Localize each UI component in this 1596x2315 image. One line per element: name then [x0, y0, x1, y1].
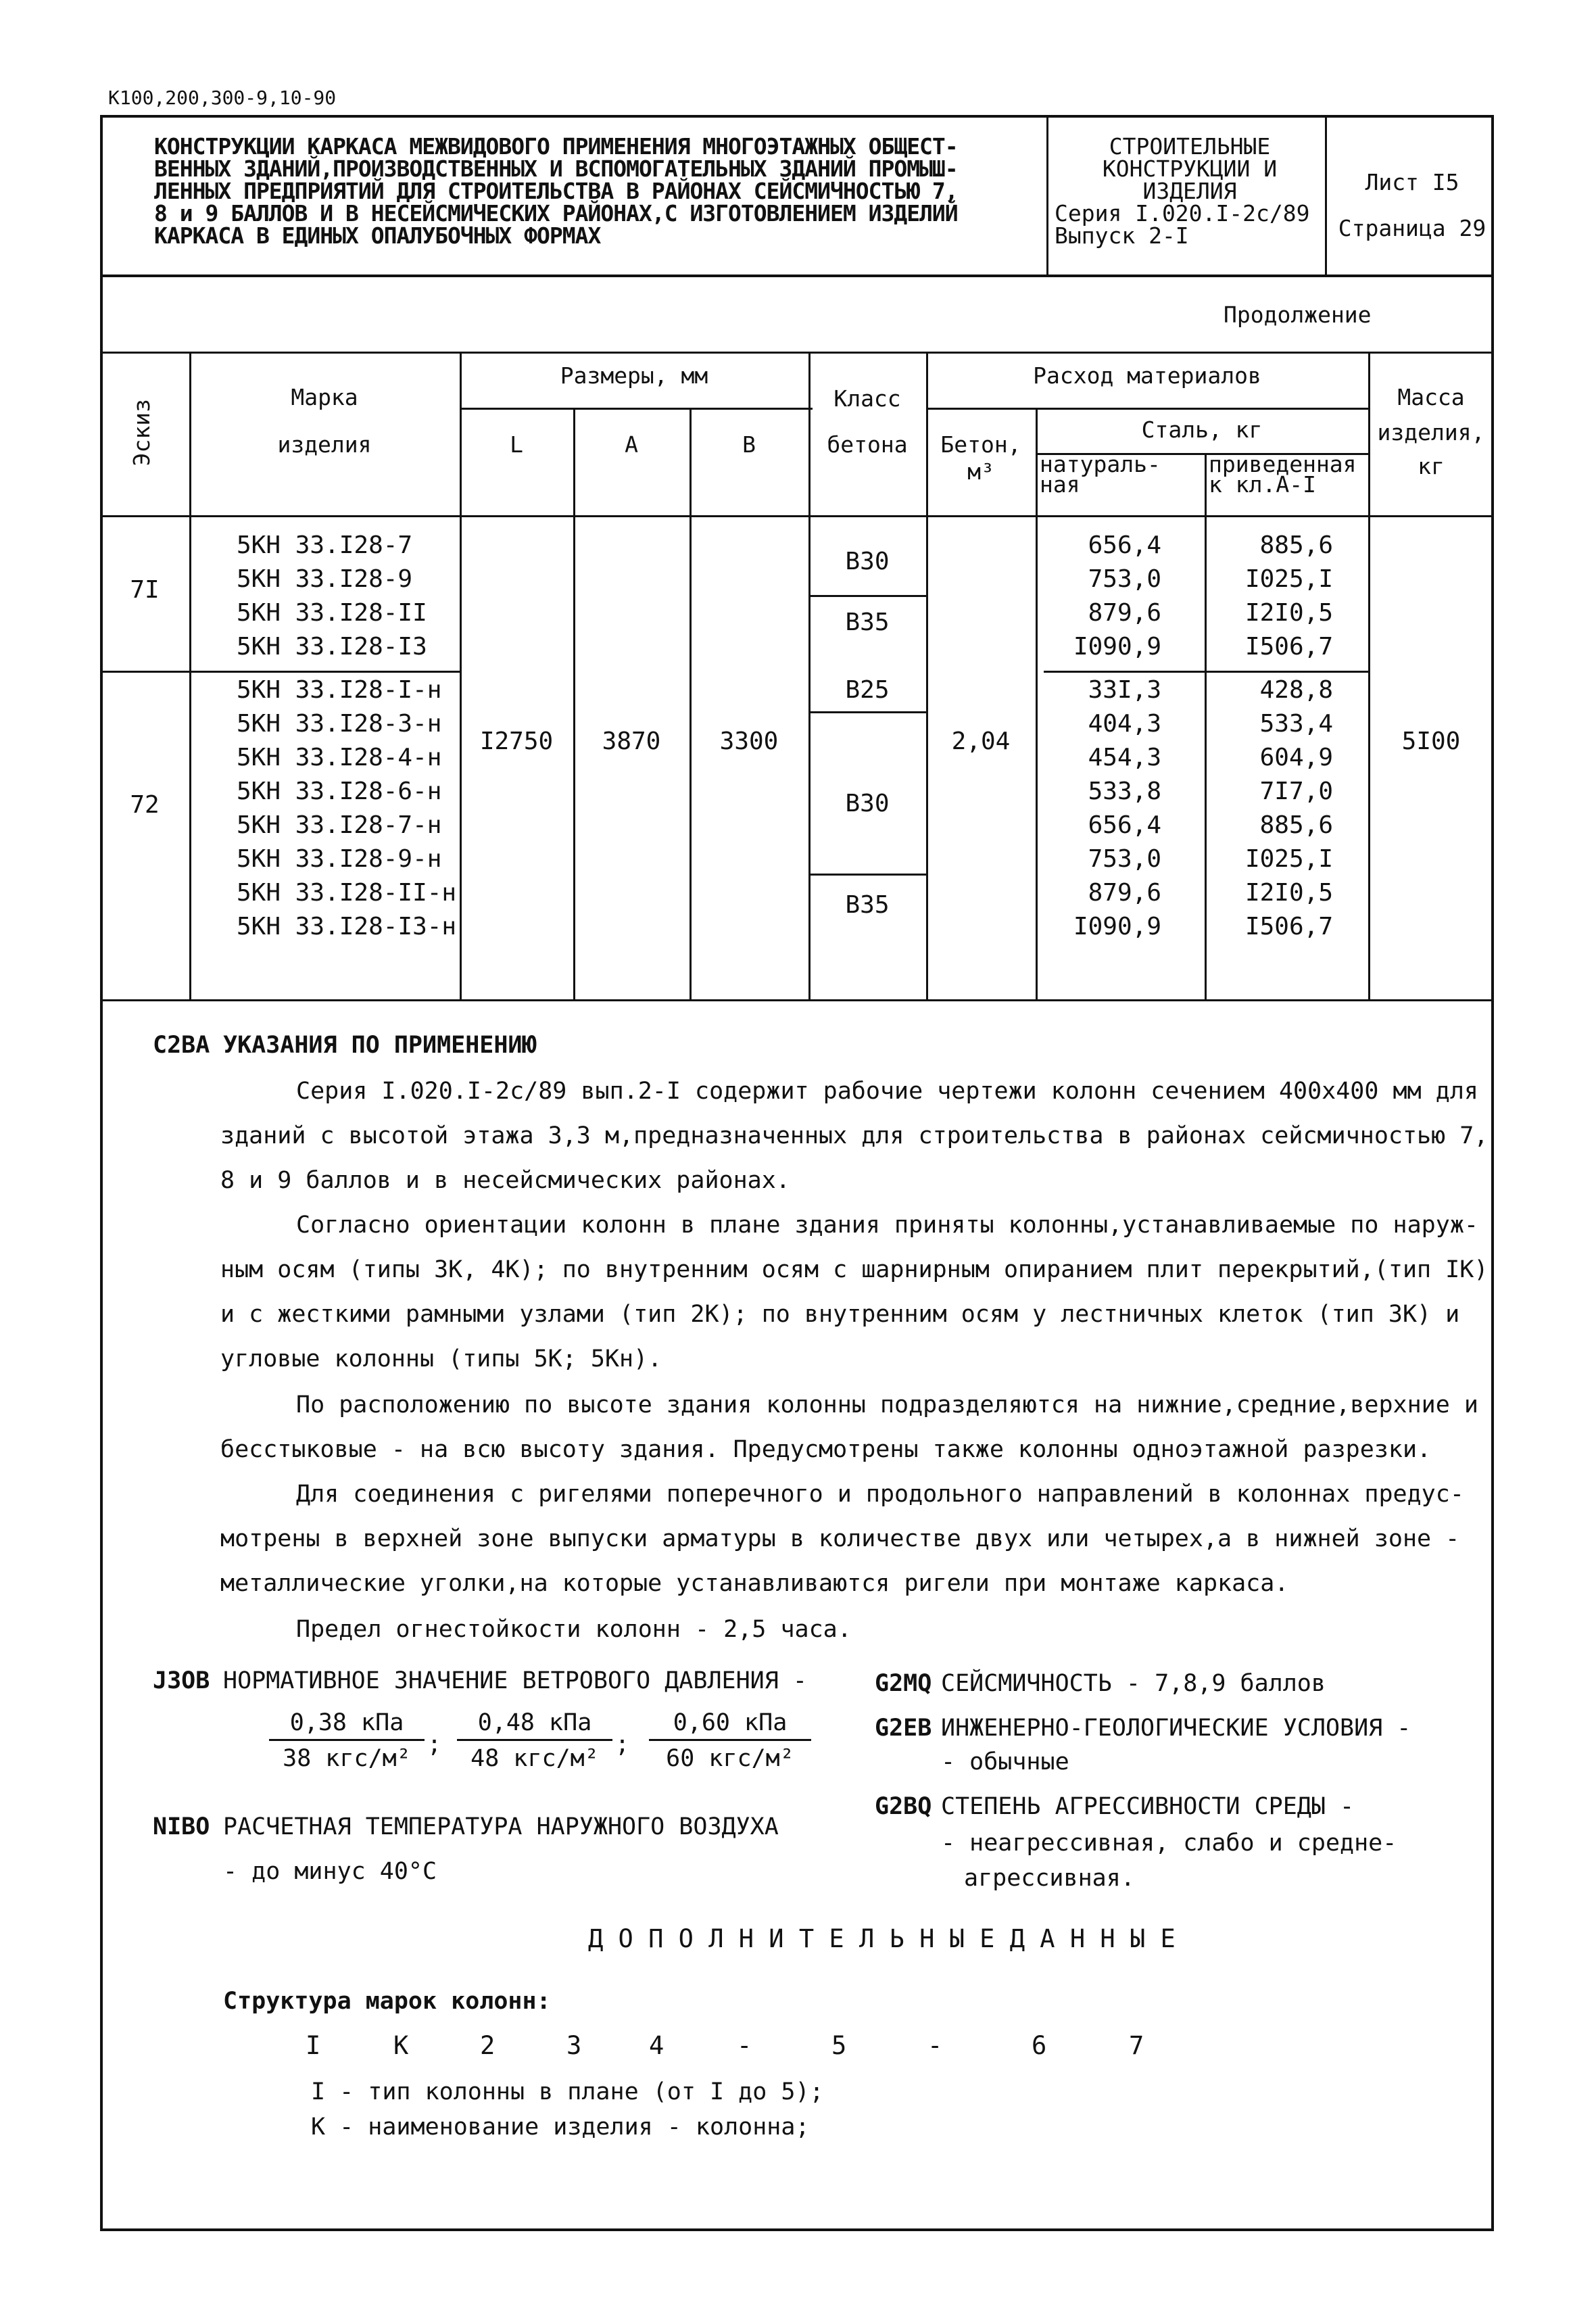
paragraph-line: бесстыковые - на всю высоту здания. Предусмотрены также колонны одноэтажной разрезки. [220, 1436, 1432, 1463]
wind-value-kpa: 0,48 кПа [457, 1709, 612, 1741]
paragraph-line: Предел огнестойкости колонн - 2,5 часа. [296, 1616, 852, 1643]
column-divider [573, 408, 575, 999]
paragraph-line: угловые колонны (типы 5К; 5Кн). [220, 1345, 662, 1373]
series-caption-line: СТРОИТЕЛЬНЫЕ [1109, 133, 1271, 160]
steel-natural-value: 33I,3 [1088, 676, 1161, 704]
geology-code: G2ЕВ [875, 1715, 932, 1742]
structure-part: 3 [566, 2031, 582, 2060]
aggression-label: СТЕПЕНЬ АГРЕССИВНОСТИ СРЕДЫ - [941, 1793, 1355, 1820]
concrete-volume-value: 2,04 [951, 727, 1011, 755]
structure-note: I - тип колонны в плане (от I до 5); [311, 2078, 824, 2105]
title-line: КАРКАСА В ЕДИНЫХ ОПАЛУБОЧНЫХ ФОРМАХ [154, 222, 601, 249]
title-block-bottom-border [100, 275, 1494, 277]
sketch-number: 7I [130, 576, 160, 604]
header-sketch: Эскиз [128, 399, 155, 467]
header-concrete-class: бетона [827, 431, 908, 458]
class-divider [808, 874, 927, 876]
dimension-a-value: 3870 [602, 727, 661, 755]
header-mark: Марка [291, 384, 358, 410]
wind-value-kgs: 48 кгс/м² [470, 1745, 599, 1772]
header-concrete-class: Класс [833, 385, 901, 412]
wind-label: НОРМАТИВНОЕ ЗНАЧЕНИЕ ВЕТРОВОГО ДАВЛЕНИЯ - [223, 1667, 807, 1694]
paragraph-line: Для соединения с ригелями поперечного и продольного направлений в колоннах предус- [296, 1481, 1464, 1508]
steel-natural-value: 879,6 [1088, 599, 1161, 627]
aggression-value: - неагрессивная, слабо и средне- [941, 1830, 1397, 1857]
structure-part: К [393, 2031, 409, 2060]
wind-value [269, 1709, 425, 1772]
structure-part: 6 [1032, 2031, 1047, 2060]
temperature-value: - до минус 40°С [223, 1858, 437, 1885]
structure-part: 7 [1129, 2031, 1144, 2060]
structure-part: I [306, 2031, 321, 2060]
wind-value-kgs: 60 кгс/м² [666, 1745, 794, 1772]
continuation-label: Продолжение [1224, 302, 1372, 328]
structure-part: - [927, 2031, 943, 2060]
header-materials: Расход материалов [1033, 362, 1261, 389]
instructions-heading: УКАЗАНИЯ ПО ПРИМЕНЕНИЮ [223, 1032, 537, 1059]
wind-value-kpa: 0,60 кПа [649, 1709, 811, 1741]
product-mark: 5КН 33.I28-II [237, 599, 427, 627]
steel-natural-value: 533,8 [1088, 778, 1161, 805]
title-block-divider [1046, 115, 1048, 276]
structure-part: 5 [831, 2031, 847, 2060]
header-B: B [742, 431, 756, 458]
product-mark: 5КН 33.I28-4-н [237, 744, 442, 771]
product-mark: 5КН 33.I28-I3-н [237, 913, 457, 940]
additional-data-heading: Д О П О Л Н И Т Е Л Ь Н Ы Е Д А Н Н Ы Е [588, 1924, 1176, 1953]
class-divider [808, 595, 927, 597]
sketch-number: 72 [130, 791, 160, 819]
steel-natural-value: 879,6 [1088, 879, 1161, 907]
wind-value-kgs: 38 кгс/м² [283, 1745, 411, 1772]
steel-reduced-value: 885,6 [1259, 531, 1333, 559]
product-mark: 5КН 33.I28-6-н [237, 778, 442, 805]
product-mark: 5КН 33.I28-9-н [237, 845, 442, 873]
class-divider [808, 711, 927, 713]
table-border [100, 999, 1494, 1001]
paragraph-line: Серия I.020.I-2с/89 вып.2-I содержит рабочие чертежи колонн сечением 400х400 мм для [296, 1078, 1478, 1105]
header-divider [926, 408, 1370, 410]
steel-natural-value: 753,0 [1088, 845, 1161, 873]
steel-reduced-value: 885,6 [1259, 811, 1333, 839]
header-steel-reduced [1209, 451, 1357, 498]
paragraph-line: ным осям (типы 3К, 4К); по внутренним осям с шарнирным опиранием плит перекрытий,(тип IК) [220, 1256, 1489, 1283]
length-value: I2750 [479, 727, 554, 755]
steel-reduced-value: 604,9 [1259, 744, 1333, 771]
header-text: приведенная [1209, 451, 1357, 477]
paragraph-line: мотрены в верхней зоне выпуски арматуры в количестве двух или четырех,а в нижней зоне - [220, 1525, 1460, 1552]
steel-reduced-value: I506,7 [1244, 913, 1333, 940]
concrete-class: В30 [845, 790, 890, 817]
steel-natural-value: 656,4 [1088, 531, 1161, 559]
steel-reduced-value: I2I0,5 [1244, 879, 1333, 907]
steel-reduced-value: I025,I [1244, 845, 1333, 873]
steel-natural-value: I090,9 [1073, 633, 1161, 661]
product-mark: 5КН 33.I28-7-н [237, 811, 442, 839]
steel-natural-value: I090,9 [1073, 913, 1161, 940]
paragraph-line: 8 и 9 баллов и в несейсмических районах. [220, 1167, 790, 1194]
geology-value: - обычные [941, 1748, 1069, 1775]
concrete-class: В25 [845, 676, 890, 704]
header-steel-natural [1040, 451, 1161, 498]
steel-reduced-value: 7I7,0 [1259, 778, 1333, 805]
header-mark: изделия [277, 431, 372, 458]
table-border [100, 515, 1494, 517]
header-L: L [510, 431, 523, 458]
paragraph-line: и с жесткими рамными узлами (тип 2К); по внутренним осям у лестничных клеток (тип 3К) и [220, 1301, 1460, 1328]
seismic-label: СЕЙСМИЧНОСТЬ - 7,8,9 баллов [941, 1670, 1326, 1697]
product-mark: 5КН 33.I28-I3 [237, 633, 427, 661]
steel-natural-value: 656,4 [1088, 811, 1161, 839]
product-mark: 5КН 33.I28-I-н [237, 676, 442, 704]
paragraph-line: По расположению по высоте здания колонны подразделяются на нижние,средние,верхние и [296, 1391, 1478, 1418]
structure-part: 4 [649, 2031, 664, 2060]
document-code: К100,200,300-9,10-90 [108, 87, 337, 109]
header-mass: Масса [1397, 384, 1465, 410]
wind-value [649, 1709, 811, 1772]
title-block-divider [1325, 115, 1327, 276]
steel-reduced-value: 533,4 [1259, 710, 1333, 738]
steel-natural-value: 454,3 [1088, 744, 1161, 771]
concrete-class: В30 [845, 548, 890, 575]
header-concrete-unit: м³ [967, 458, 994, 485]
header-sizes: Размеры, мм [560, 362, 708, 389]
title-line: 8 и 9 БАЛЛОВ И В НЕСЕЙСМИЧЕСКИХ РАЙОНАХ,С ИЗГОТОВЛЕНИЕМ ИЗДЕЛИЙ [154, 200, 958, 226]
structure-part: 2 [480, 2031, 495, 2060]
dimension-b-value: 3300 [719, 727, 779, 755]
instructions-code: С2ВА [153, 1032, 210, 1059]
header-text: к кл.А-I [1209, 471, 1316, 498]
series-caption-line: ИЗДЕЛИЯ [1142, 178, 1237, 204]
wind-code: J3ОВ [153, 1667, 210, 1694]
header-mass-unit: кг [1418, 453, 1445, 479]
page-number: Страница 29 [1338, 215, 1486, 241]
sheet-number: Лист I5 [1365, 169, 1459, 195]
document-title [154, 135, 1033, 247]
steel-natural-value: 404,3 [1088, 710, 1161, 738]
paragraph-line: зданий с высотой этажа 3,3 м,предназначенных для строительства в районах сейсмичностью 7, [220, 1122, 1489, 1149]
title-line: КОНСТРУКЦИИ КАРКАСА МЕЖВИДОВОГО ПРИМЕНЕНИЯ МНОГОЭТАЖНЫХ ОБЩЕСТ- [154, 133, 958, 160]
separator: ; [427, 1731, 442, 1758]
geology-label: ИНЖЕНЕРНО-ГЕОЛОГИЧЕСКИЕ УСЛОВИЯ - [941, 1715, 1411, 1742]
series-block [1055, 135, 1325, 247]
separator: ; [615, 1731, 630, 1758]
wind-value-kpa: 0,38 кПа [269, 1709, 425, 1741]
column-divider [690, 408, 692, 999]
header-concrete-volume: Бетон, [940, 431, 1021, 458]
paragraph-line: металлические уголки,на которые устанавливаются ригели при монтаже каркаса. [220, 1570, 1289, 1597]
table-border [100, 352, 1494, 354]
product-mark: 5КН 33.I28-3-н [237, 710, 442, 738]
issue-number: Выпуск 2-I [1055, 222, 1189, 249]
structure-label: Структура марок колонн: [223, 1988, 551, 2015]
product-mark: 5КН 33.I28-9 [237, 565, 413, 593]
steel-reduced-value: I025,I [1244, 565, 1333, 593]
group-divider [100, 671, 460, 673]
seismic-code: G2MQ [875, 1670, 932, 1697]
header-divider [460, 408, 813, 410]
structure-part: - [737, 2031, 752, 2060]
concrete-class: В35 [845, 608, 890, 636]
temperature-code: NIВО [153, 1813, 210, 1840]
series-caption-line: КОНСТРУКЦИИ И [1102, 156, 1278, 182]
wind-value [457, 1709, 612, 1772]
title-line: ЛЕННЫХ ПРЕДПРИЯТИЙ ДЛЯ СТРОИТЕЛЬСТВА В РАЙОНАХ СЕЙСМИЧНОСТЬЮ 7, [154, 178, 958, 204]
sheet-block [1330, 160, 1494, 252]
mass-value: 5I00 [1401, 727, 1461, 755]
product-mark: 5КН 33.I28-7 [237, 531, 413, 559]
aggression-value: агрессивная. [964, 1865, 1135, 1892]
steel-reduced-value: 428,8 [1259, 676, 1333, 704]
header-mass: изделия, [1377, 419, 1485, 446]
product-mark: 5КН 33.I28-II-н [237, 879, 457, 907]
title-line: ВЕННЫХ ЗДАНИЙ,ПРОИЗВОДСТВЕННЫХ И ВСПОМОГАТЕЛЬНЫХ ЗДАНИЙ ПРОМЫШ- [154, 156, 958, 182]
steel-reduced-value: I506,7 [1244, 633, 1333, 661]
aggression-code: G2ВQ [875, 1793, 932, 1820]
header-steel: Сталь, кг [1141, 416, 1263, 443]
header-A: A [625, 431, 638, 458]
column-divider [1368, 352, 1370, 999]
steel-reduced-value: I2I0,5 [1244, 599, 1333, 627]
concrete-class: В35 [845, 891, 890, 919]
steel-natural-value: 753,0 [1088, 565, 1161, 593]
structure-note: К - наименование изделия - колонна; [311, 2114, 810, 2141]
paragraph-line: Согласно ориентации колонн в плане здания приняты колонны,устанавливаемые по наруж- [296, 1212, 1478, 1239]
header-text: ная [1040, 471, 1080, 498]
series-number: Серия I.020.I-2с/89 [1055, 200, 1310, 226]
header-text: натураль- [1040, 451, 1161, 477]
temperature-label: РАСЧЕТНАЯ ТЕМПЕРАТУРА НАРУЖНОГО ВОЗДУХА [223, 1813, 779, 1840]
